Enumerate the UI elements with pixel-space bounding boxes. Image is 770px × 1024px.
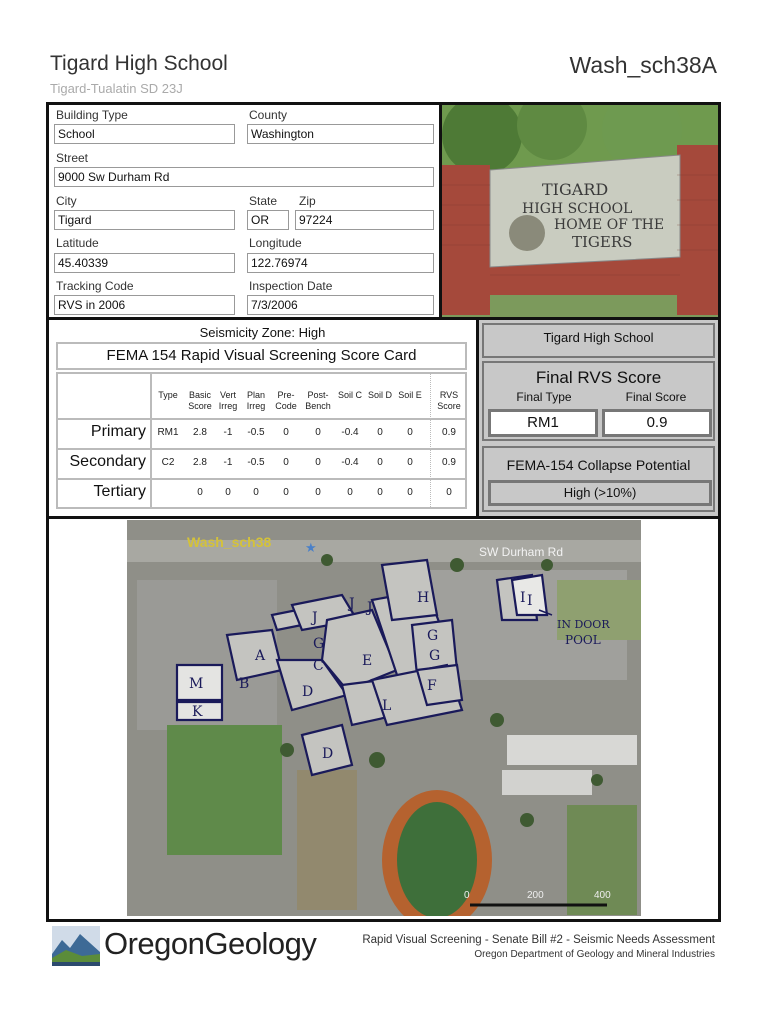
county-label: County xyxy=(249,108,288,122)
score-header-cell xyxy=(388,390,432,401)
map-building-letter: D xyxy=(322,746,334,762)
city-label: City xyxy=(56,194,77,208)
oregon-geology-logo-icon xyxy=(52,926,100,966)
zip-field: 97224 xyxy=(295,210,434,230)
score-cell: 0 xyxy=(225,487,231,498)
map-building-letter: A xyxy=(255,648,266,664)
longitude-field: 122.76974 xyxy=(247,253,434,273)
score-cell: 0 xyxy=(283,457,289,468)
district-name: Tigard-Tualatin SD 23J xyxy=(50,81,183,96)
aerial-map xyxy=(127,520,641,916)
score-cell: 2.8 xyxy=(193,457,207,468)
final-score-label: Final Score xyxy=(625,390,687,404)
state-field: OR xyxy=(247,210,289,230)
latitude-label: Latitude xyxy=(56,236,99,250)
score-cell: 0 xyxy=(407,457,413,468)
score-header-line: Code xyxy=(275,401,297,411)
map-road-label: SW Durham Rd xyxy=(479,545,564,559)
score-cell: 0 xyxy=(407,487,413,498)
score-header-line: Soil C xyxy=(337,390,362,400)
score-cell: C2 xyxy=(161,457,175,468)
score-header-line: Vert xyxy=(219,390,236,400)
score-cell: 0 xyxy=(283,427,289,438)
county-field: Washington xyxy=(247,124,434,144)
score-cell: 0 xyxy=(347,487,353,498)
score-cell: 0 xyxy=(315,427,321,438)
score-cell: 0 xyxy=(197,487,203,498)
footer-program: Rapid Visual Screening - Senate Bill #2 - Seismic Needs Assessment xyxy=(362,934,715,946)
score-card-table xyxy=(56,372,467,509)
school-title: Tigard High School xyxy=(50,52,228,75)
state-label: State xyxy=(249,194,278,208)
tracking-code-field: RVS in 2006 xyxy=(54,295,235,315)
score-cell: -1 xyxy=(223,427,233,438)
score-cell: 0 xyxy=(253,487,259,498)
map-building-letter: I xyxy=(527,593,533,609)
score-cell: 2.8 xyxy=(193,427,207,438)
sign-text-2: HIGH SCHOOL xyxy=(522,201,633,217)
map-note-line1: IN DOOR xyxy=(557,618,610,631)
building-type-label: Building Type xyxy=(56,108,128,122)
latitude-field: 45.40339 xyxy=(54,253,235,273)
final-type-label: Final Type xyxy=(516,390,572,404)
site-map xyxy=(127,520,641,916)
photo-illustration xyxy=(442,105,718,317)
score-cell: 0 xyxy=(315,457,321,468)
building-photo xyxy=(442,105,718,317)
score-header-line: Plan xyxy=(246,390,265,400)
map-building-letter: E xyxy=(362,653,373,669)
score-header-line: Type xyxy=(158,390,178,400)
map-building-letter: G xyxy=(427,628,439,644)
map-star-icon: ★ xyxy=(305,540,317,555)
score-header-line: Irreg xyxy=(218,401,238,411)
tracking-code-label: Tracking Code xyxy=(56,279,134,293)
score-cell: -0.5 xyxy=(247,457,265,468)
score-header-line: Bench xyxy=(305,401,331,411)
final-building-name: Tigard High School xyxy=(543,330,654,345)
map-site-label: Wash_sch38 xyxy=(187,534,272,550)
score-cell: 0 xyxy=(407,427,413,438)
score-cell: 0 xyxy=(446,487,452,498)
building-type-field: School xyxy=(54,124,235,144)
map-building-letter: J xyxy=(312,610,318,626)
inspection-date-label: Inspection Date xyxy=(249,279,333,293)
header-row-separator xyxy=(58,418,465,420)
row-separator-2 xyxy=(58,478,465,480)
score-cell: -1 xyxy=(223,457,233,468)
score-cell: 0 xyxy=(377,457,383,468)
score-cell: -0.4 xyxy=(341,427,359,438)
score-header-line: Irreg xyxy=(246,401,266,411)
score-cell: 0 xyxy=(377,487,383,498)
logo-text: OregonGeology xyxy=(104,926,317,961)
score-header-cell xyxy=(427,390,471,412)
zip-label: Zip xyxy=(299,194,316,208)
sign-text-4: TIGERS xyxy=(572,233,633,251)
sign-text-3: HOME OF THE xyxy=(554,217,665,233)
score-row-label: Secondary xyxy=(69,453,146,470)
map-building-letter: J xyxy=(367,600,373,616)
score-cell: 0 xyxy=(377,427,383,438)
score-row-label: Tertiary xyxy=(93,483,146,500)
divider-bottom xyxy=(46,516,721,519)
score-header-line: Score xyxy=(437,401,461,411)
longitude-label: Longitude xyxy=(249,236,302,250)
map-building-letter: G xyxy=(429,648,441,664)
site-id: Wash_sch38A xyxy=(569,52,717,78)
collapse-potential-label: FEMA-154 Collapse Potential xyxy=(506,457,691,473)
map-building-letter: K xyxy=(192,704,203,720)
score-cell: 0 xyxy=(315,487,321,498)
map-building-letter: M xyxy=(189,676,204,692)
inspection-date-field: 7/3/2006 xyxy=(247,295,434,315)
score-header-line: Pre- xyxy=(277,390,295,400)
map-scale-200: 200 xyxy=(527,890,544,901)
collapse-potential-value: High (>10%) xyxy=(488,480,712,506)
score-cell: 0 xyxy=(283,487,289,498)
city-field: Tigard xyxy=(54,210,235,230)
score-row-label: Primary xyxy=(90,423,146,440)
map-building-letter: J xyxy=(349,596,355,612)
divider-photo xyxy=(439,105,442,317)
street-field: 9000 Sw Durham Rd xyxy=(54,167,434,187)
score-header-line: Basic xyxy=(188,390,211,400)
score-header-line: RVS xyxy=(439,390,459,400)
score-header-line: Score xyxy=(188,401,212,411)
final-score-value: 0.9 xyxy=(602,409,712,437)
score-card-title: FEMA 154 Rapid Visual Screening Score Card xyxy=(56,342,467,370)
score-header-line: Post- xyxy=(307,390,329,400)
final-type-value: RM1 xyxy=(488,409,598,437)
map-building-letter: G xyxy=(313,636,325,652)
score-cell: -0.5 xyxy=(247,427,265,438)
building-info-panel xyxy=(49,105,439,317)
sign-text-1: TIGARD xyxy=(542,180,609,199)
score-header-line: Soil D xyxy=(367,390,392,400)
final-rvs-title: Final RVS Score xyxy=(535,368,662,387)
map-building-letter: I xyxy=(520,590,526,606)
score-cell: -0.4 xyxy=(341,457,359,468)
map-scale-400: 400 xyxy=(594,890,611,901)
map-note-line2: POOL xyxy=(565,633,601,647)
row-separator-1 xyxy=(58,448,465,450)
map-scale-0: 0 xyxy=(464,890,470,901)
map-building-letter: C xyxy=(313,658,324,674)
score-cell: RM1 xyxy=(157,427,179,438)
map-building-letter: B xyxy=(239,676,250,692)
map-building-letter: F xyxy=(427,678,437,694)
map-building-letter: H xyxy=(417,590,430,606)
seismicity-zone: Seismicity Zone: High xyxy=(199,325,326,340)
street-label: Street xyxy=(56,151,89,165)
final-score-panel xyxy=(479,320,718,516)
map-building-letter: L xyxy=(382,698,392,714)
score-cell: 0.9 xyxy=(442,457,456,468)
map-building-letter: D xyxy=(302,684,314,700)
score-cell: 0.9 xyxy=(442,427,456,438)
footer-agency: Oregon Department of Geology and Mineral Industries xyxy=(474,949,715,960)
score-header-line: Soil E xyxy=(398,390,422,400)
